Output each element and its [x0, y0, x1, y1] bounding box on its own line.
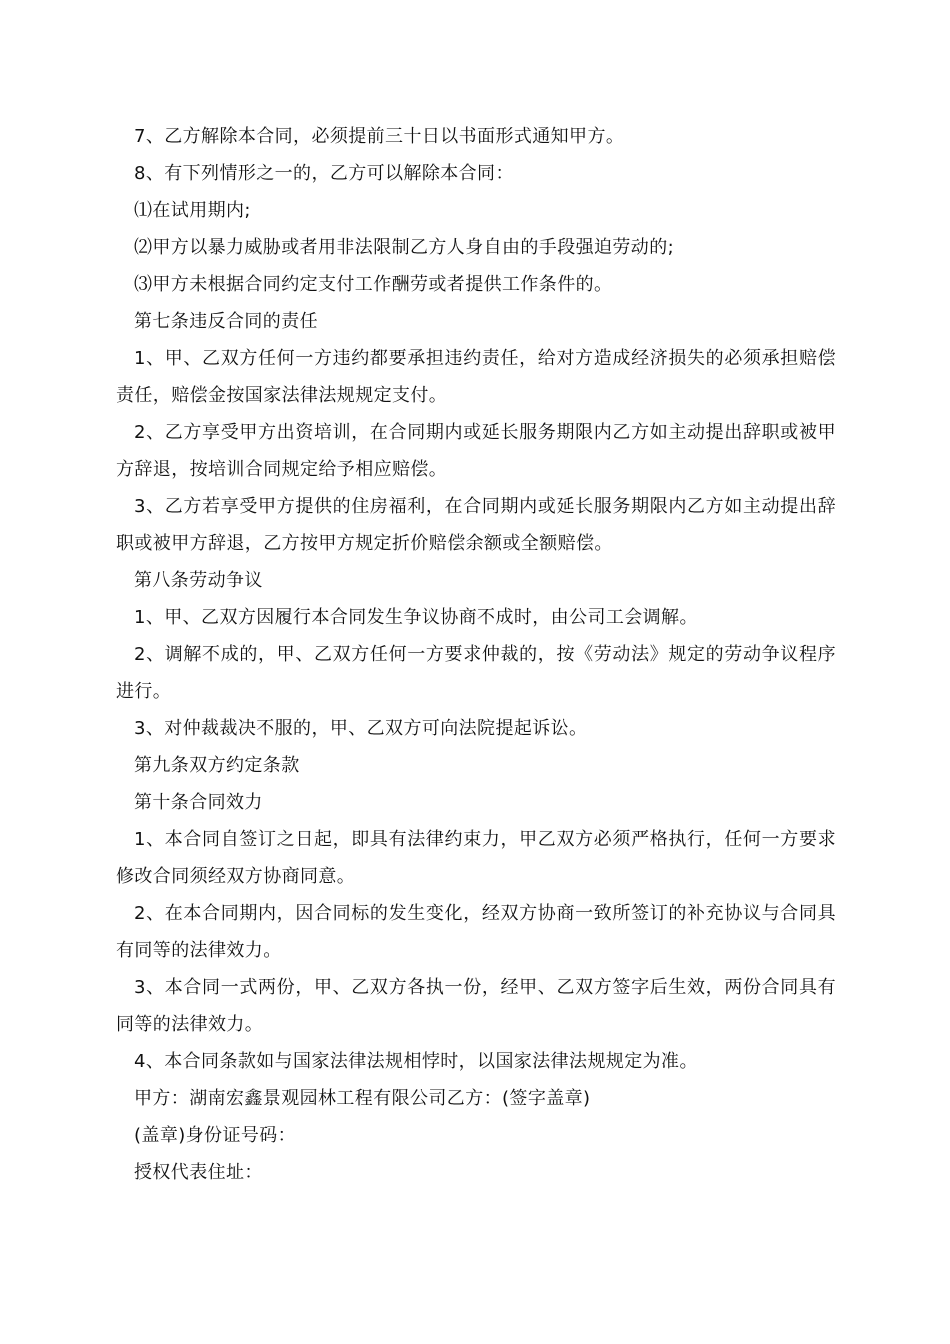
- clause-8-subitem-1: ⑴在试用期内;: [134, 200, 251, 221]
- article-7-heading: 第七条违反合同的责任: [134, 311, 318, 332]
- signature-party-line: 甲方：湖南宏鑫景观园林工程有限公司乙方：(签字盖章): [134, 1088, 591, 1109]
- clause-7-termination-notice: 7、乙方解除本合同，必须提前三十日以书面形式通知甲方。: [134, 126, 625, 147]
- article-10-item-2: 2、在本合同期内，因合同标的发生变化，经双方协商一致所签订的补充协议与合同具有同等的法律效力。: [116, 903, 836, 961]
- article-8-item-1: 1、甲、乙双方因履行本合同发生争议协商不成时，由公司工会调解。: [134, 607, 698, 628]
- signature-representative-address-line: 授权代表住址：: [134, 1162, 263, 1183]
- article-10-item-3: 3、本合同一式两份，甲、乙双方各执一份，经甲、乙双方签字后生效，两份合同具有同等的法律效力。: [116, 977, 836, 1035]
- signature-seal-id-line: (盖章)身份证号码：: [134, 1125, 297, 1146]
- article-8-heading: 第八条劳动争议: [134, 570, 263, 591]
- article-10-heading: 第十条合同效力: [134, 792, 263, 813]
- article-7-item-2: 2、乙方享受甲方出资培训，在合同期内或延长服务期限内乙方如主动提出辞职或被甲方辞退，按培训合同规定给予相应赔偿。: [116, 422, 836, 480]
- clause-8-termination-conditions: 8、有下列情形之一的，乙方可以解除本合同：: [134, 163, 514, 184]
- article-10-item-4: 4、本合同条款如与国家法律法规相悖时，以国家法律法规规定为准。: [134, 1051, 698, 1072]
- article-7-item-1: 1、甲、乙双方任何一方违约都要承担违约责任，给对方造成经济损失的必须承担赔偿责任，赔偿金按国家法律法规规定支付。: [116, 348, 836, 406]
- clause-8-subitem-3: ⑶甲方未根据合同约定支付工作酬劳或者提供工作条件的。: [134, 274, 613, 295]
- article-8-item-3: 3、对仲裁裁决不服的，甲、乙双方可向法院提起诉讼。: [134, 718, 588, 739]
- clause-8-subitem-2: ⑵甲方以暴力威胁或者用非法限制乙方人身自由的手段强迫劳动的;: [134, 237, 675, 258]
- article-7-item-3: 3、乙方若享受甲方提供的住房福利，在合同期内或延长服务期限内乙方如主动提出辞职或被甲方辞退，乙方按甲方规定折价赔偿余额或全额赔偿。: [116, 496, 836, 554]
- article-8-item-2: 2、调解不成的，甲、乙双方任何一方要求仲裁的，按《劳动法》规定的劳动争议程序进行。: [116, 644, 836, 702]
- article-9-heading: 第九条双方约定条款: [134, 755, 300, 776]
- document-body: [116, 118, 836, 1191]
- article-10-item-1: 1、本合同自签订之日起，即具有法律约束力，甲乙双方必须严格执行，任何一方要求修改合同须经双方协商同意。: [116, 829, 836, 887]
